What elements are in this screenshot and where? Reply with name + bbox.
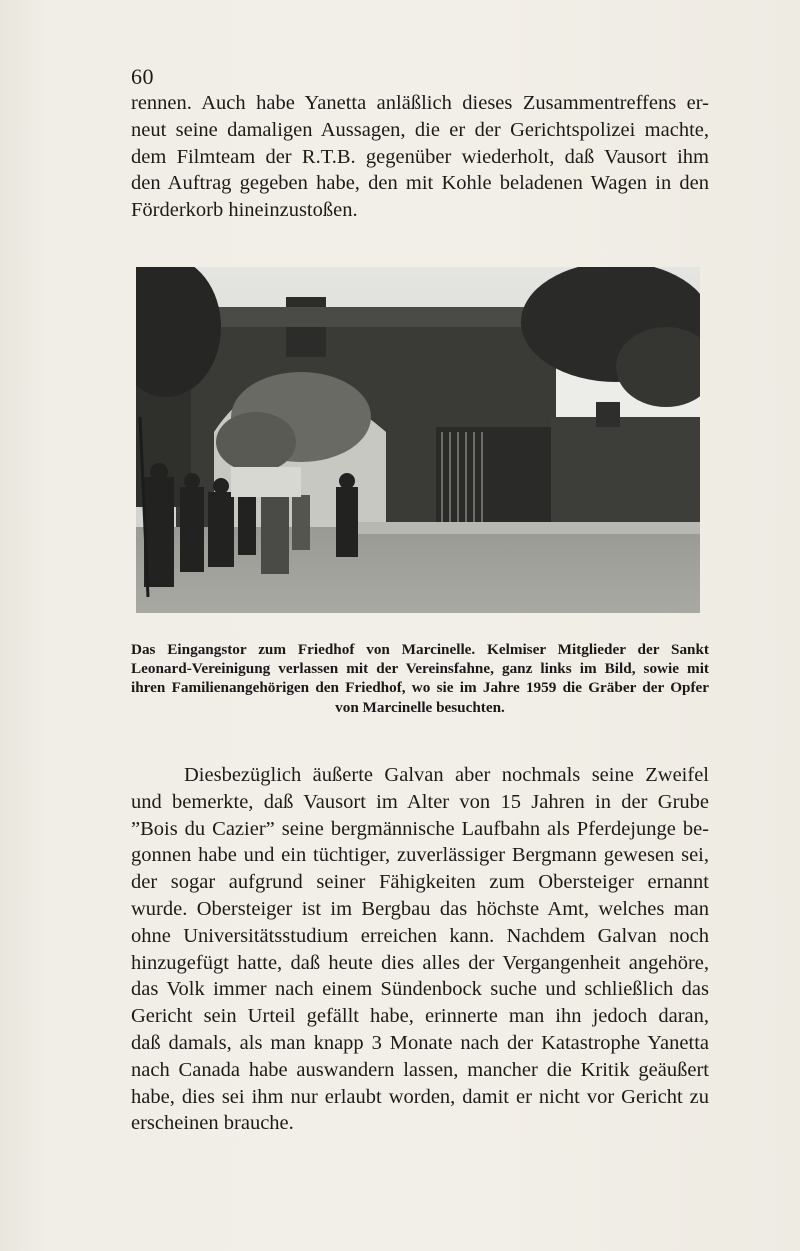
text-line: der sogar aufgrund seiner Fähigkeiten zum Obersteiger ernannt bbox=[131, 871, 709, 894]
text-line: dem Filmteam der R.T.B. gegenüber wiederholt, daß Vausort ihm bbox=[131, 145, 709, 168]
text-line: daß damals, als man knapp 3 Monate nach der Katastrophe Yanetta bbox=[131, 1031, 709, 1054]
caption-line: von Marcinelle besuchten. bbox=[335, 698, 505, 716]
caption-line: Leonard-Vereinigung verlassen mit der Vereinsfahne, ganz links im Bild, sowie mit bbox=[131, 660, 709, 678]
text-line: ”Bois du Cazier” seine bergmännische Laufbahn als Pferdejunge be- bbox=[131, 817, 709, 840]
page-number: 60 bbox=[131, 64, 154, 89]
caption-line: Das Eingangstor zum Friedhof von Marcinelle. Kelmiser Mitglieder der Sankt bbox=[131, 641, 709, 658]
text-line: habe, dies sei ihm nur erlaubt worden, damit er nicht vor Gericht zu bbox=[131, 1085, 709, 1108]
text-line: wurde. Obersteiger ist im Bergbau das höchste Amt, welches man bbox=[131, 897, 709, 920]
figure-caption bbox=[131, 640, 709, 717]
photo-illustration bbox=[136, 267, 700, 613]
paragraph-continued bbox=[131, 90, 709, 224]
text-line: das Volk immer nach einem Sündenbock suche und schließlich das bbox=[131, 978, 709, 1001]
text-line: Gericht sein Urteil gefällt habe, erinnerte man ihn jedoch daran, bbox=[131, 1005, 709, 1028]
text-line: hinzugefügt hatte, daß heute dies alles der Vergangenheit angehöre, bbox=[131, 951, 709, 974]
text-line: nach Canada habe auswandern lassen, mancher die Kritik geäußert bbox=[131, 1058, 709, 1081]
text-line: Förderkorb hineinzustoßen. bbox=[131, 199, 358, 222]
cemetery-gate-photo bbox=[136, 267, 700, 613]
caption-line: ihren Familienangehörigen den Friedhof, wo sie im Jahre 1959 die Gräber der Opfer bbox=[131, 679, 709, 697]
text-line: den Auftrag gegeben habe, den mit Kohle beladenen Wagen in den bbox=[131, 172, 709, 195]
text-line: Diesbezüglich äußerte Galvan aber nochmals seine Zweifel bbox=[184, 764, 709, 786]
text-line: gonnen habe und ein tüchtiger, zuverlässiger Bergmann gewesen sei, bbox=[131, 844, 709, 867]
text-line: neut seine damaligen Aussagen, die er der Gerichtspolizei machte, bbox=[131, 118, 709, 141]
paragraph bbox=[131, 762, 709, 1137]
text-line: rennen. Auch habe Yanetta anläßlich dieses Zusammentreffens er- bbox=[131, 92, 709, 114]
text-line: und bemerkte, daß Vausort im Alter von 15 Jahren in der Grube bbox=[131, 790, 709, 813]
text-line: ohne Universitätsstudium erreichen kann. Nachdem Galvan noch bbox=[131, 924, 709, 947]
text-line: erscheinen brauche. bbox=[131, 1112, 294, 1135]
